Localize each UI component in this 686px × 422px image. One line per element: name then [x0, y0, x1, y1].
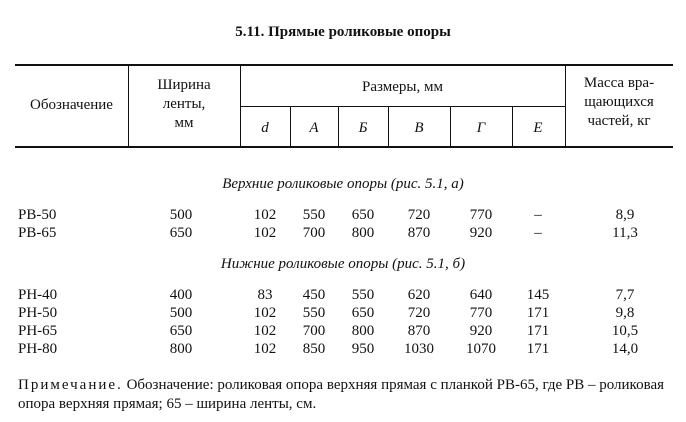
table-row	[0, 207, 686, 225]
row-b: 650	[351, 305, 375, 321]
row-b: 550	[351, 287, 375, 303]
table-row	[0, 341, 686, 359]
row-a: 550	[302, 305, 326, 321]
header-dimensions: Размеры, мм	[362, 79, 443, 95]
row-width: 800	[169, 341, 193, 357]
row-designation: РН-65	[18, 323, 58, 339]
table-title: 5.11. Прямые роликовые опоры	[235, 24, 451, 40]
row-g: 1070	[466, 341, 496, 357]
row-mass: 14,0	[611, 341, 639, 357]
dimensions-rule	[240, 106, 565, 107]
note-text: Обозначение: роликовая опора верхняя прямая с планкой РВ-65, где РВ – роликовая опора верхняя прямая; 65 – ширина ленты, см.	[18, 377, 665, 412]
row-designation: РН-80	[18, 341, 58, 357]
note-lead: Примечание.	[18, 377, 123, 393]
table-row	[0, 287, 686, 305]
header-mass-line: щающихся	[584, 94, 654, 110]
row-g: 770	[469, 207, 493, 223]
row-width: 650	[169, 323, 193, 339]
row-e: 145	[526, 287, 550, 303]
header-width-line: ленты,	[162, 96, 206, 112]
row-v: 720	[407, 305, 431, 321]
row-a: 450	[302, 287, 326, 303]
row-designation: РВ-50	[18, 207, 57, 223]
row-a: 700	[302, 323, 326, 339]
row-a: 700	[302, 225, 326, 241]
row-mass: 7,7	[615, 287, 635, 303]
subheader-d: d	[261, 120, 269, 136]
row-e: 171	[526, 341, 550, 357]
row-d: 102	[253, 207, 277, 223]
subheader-v: В	[414, 120, 424, 136]
header-mass-line: Масса вра-	[583, 75, 655, 91]
row-v: 620	[407, 287, 431, 303]
subheader-e: Е	[533, 120, 543, 136]
header-bottom-rule	[15, 146, 673, 148]
header-width-line: Ширина	[157, 77, 211, 93]
row-g: 920	[469, 323, 493, 339]
col-divider	[388, 106, 389, 147]
row-width: 650	[169, 225, 193, 241]
row-v: 720	[407, 207, 431, 223]
row-mass: 11,3	[612, 225, 638, 241]
row-width: 500	[169, 207, 193, 223]
header-designation: Обозначение	[30, 97, 113, 113]
row-mass: 8,9	[615, 207, 635, 223]
row-a: 850	[302, 341, 326, 357]
row-mass: 10,5	[611, 323, 639, 339]
row-designation: РВ-65	[18, 225, 57, 241]
subheader-a: A	[309, 120, 319, 136]
table-row	[0, 323, 686, 341]
row-d: 102	[253, 341, 277, 357]
row-b: 650	[351, 207, 375, 223]
row-d: 102	[253, 323, 277, 339]
section-title: Нижние роликовые опоры (рис. 5.1, б)	[220, 256, 466, 272]
row-g: 640	[469, 287, 493, 303]
subheader-g: Г	[476, 120, 486, 136]
table-row	[0, 305, 686, 323]
row-e: –	[534, 225, 542, 241]
header-mass	[565, 74, 673, 131]
row-b: 800	[351, 225, 375, 241]
row-d: 83	[257, 287, 273, 303]
row-b: 800	[351, 323, 375, 339]
table-row	[0, 225, 686, 243]
row-designation: РН-40	[18, 287, 58, 303]
row-e: 171	[526, 305, 550, 321]
row-mass: 9,8	[615, 305, 635, 321]
row-a: 550	[302, 207, 326, 223]
row-e: 171	[526, 323, 550, 339]
col-divider	[450, 106, 451, 147]
header-mass-line: частей, кг	[587, 113, 651, 129]
row-width: 500	[169, 305, 193, 321]
header-width	[128, 76, 240, 133]
top-rule	[15, 64, 673, 66]
row-d: 102	[253, 305, 277, 321]
row-d: 102	[253, 225, 277, 241]
table-note	[18, 376, 668, 414]
section-title: Верхние роликовые опоры (рис. 5.1, а)	[222, 176, 464, 192]
row-v: 870	[407, 225, 431, 241]
row-v: 1030	[404, 341, 434, 357]
row-v: 870	[407, 323, 431, 339]
subheader-b: Б	[358, 120, 368, 136]
row-g: 920	[469, 225, 493, 241]
row-width: 400	[169, 287, 193, 303]
row-e: –	[534, 207, 542, 223]
row-b: 950	[351, 341, 375, 357]
header-width-line: мм	[174, 115, 194, 131]
row-designation: РН-50	[18, 305, 58, 321]
row-g: 770	[469, 305, 493, 321]
